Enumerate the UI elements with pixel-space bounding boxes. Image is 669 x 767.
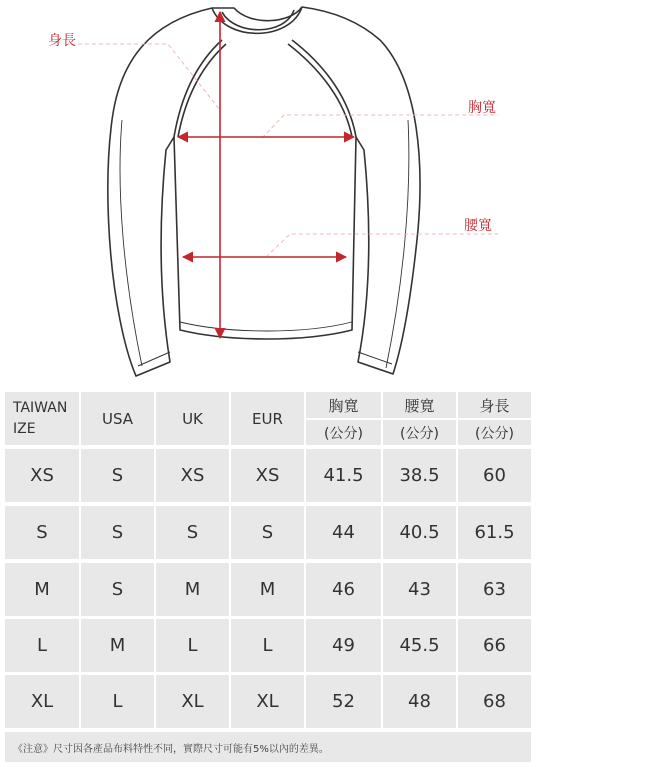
header-length-unit: (公分) [458, 420, 531, 445]
cell-chest: 44 [306, 506, 381, 559]
cell-chest: 46 [306, 563, 381, 616]
size-note: 《注意》尺寸因各產品布料特性不同，實際尺寸可能有5%以內的差異。 [5, 732, 531, 762]
cell-uk: XL [156, 675, 229, 728]
cell-waist: 45.5 [383, 619, 456, 672]
cell-eur: S [231, 506, 304, 559]
cell-taiwan: XL [5, 675, 79, 728]
cell-length: 63 [458, 563, 531, 616]
cell-usa: L [81, 675, 154, 728]
cell-eur: XL [231, 675, 304, 728]
cell-chest: 49 [306, 619, 381, 672]
length-label: 身長 [48, 33, 76, 49]
cell-eur: M [231, 563, 304, 616]
cell-chest: 41.5 [306, 449, 381, 502]
header-chest-unit: (公分) [306, 420, 381, 445]
cell-taiwan: XS [5, 449, 79, 502]
cell-usa: S [81, 563, 154, 616]
cell-length: 61.5 [458, 506, 531, 559]
cell-length: 68 [458, 675, 531, 728]
header-eur: EUR [231, 392, 304, 445]
cell-eur: XS [231, 449, 304, 502]
cell-uk: XS [156, 449, 229, 502]
header-uk: UK [156, 392, 229, 445]
header-length: 身長 [458, 392, 531, 418]
cell-waist: 38.5 [383, 449, 456, 502]
cell-uk: M [156, 563, 229, 616]
header-taiwan-size: TAIWAN IZE [5, 392, 79, 445]
header-waist: 腰寬 [383, 392, 456, 418]
chest-label: 胸寬 [468, 100, 496, 116]
cell-waist: 48 [383, 675, 456, 728]
header-chest: 胸寬 [306, 392, 381, 418]
header-waist-unit: (公分) [383, 420, 456, 445]
header-usa: USA [81, 392, 154, 445]
cell-uk: S [156, 506, 229, 559]
cell-length: 66 [458, 619, 531, 672]
cell-waist: 43 [383, 563, 456, 616]
cell-usa: S [81, 449, 154, 502]
cell-taiwan: S [5, 506, 79, 559]
shirt-outline [108, 7, 420, 376]
cell-taiwan: L [5, 619, 79, 672]
cell-waist: 40.5 [383, 506, 456, 559]
cell-taiwan: M [5, 563, 79, 616]
cell-usa: M [81, 619, 154, 672]
cell-eur: L [231, 619, 304, 672]
cell-chest: 52 [306, 675, 381, 728]
measure-guides [78, 44, 498, 257]
cell-usa: S [81, 506, 154, 559]
cell-length: 60 [458, 449, 531, 502]
cell-uk: L [156, 619, 229, 672]
waist-label: 腰寬 [464, 218, 492, 234]
